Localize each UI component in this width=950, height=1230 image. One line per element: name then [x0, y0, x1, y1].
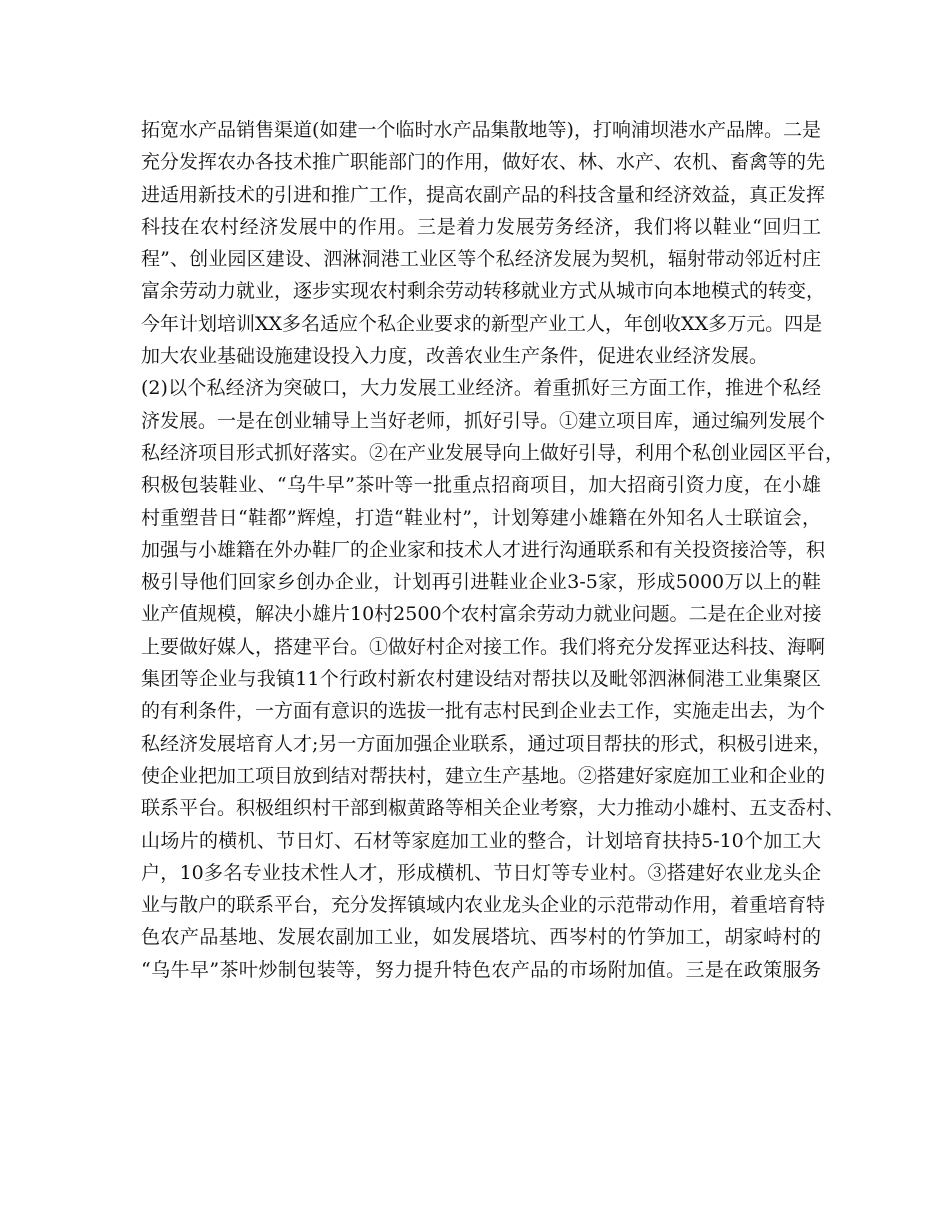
text-line: 积极包装鞋业、“乌牛早”茶叶等一批重点招商项目，加大招商引资力度，在小雄	[141, 474, 821, 497]
text-line: 充分发挥农办各技术推广职能部门的作用，做好农、林、水产、农机、畜禽等的先	[141, 151, 826, 174]
text-line: 业与散户的联系平台，充分发挥镇域内农业龙头企业的示范带动作用，着重培育特	[141, 894, 826, 917]
text-line: 进适用新技术的引进和推广工作，提高农副产品的科技含量和经济效益，真正发挥	[141, 183, 826, 206]
text-line: 山场片的横机、节日灯、石材等家庭加工业的整合，计划培育扶持5-10个加工大	[141, 829, 821, 852]
text-line: 色农产品基地、发展农副加工业，如发展塔坑、西岑村的竹笋加工，胡家峙村的	[141, 926, 821, 949]
text-line: 济发展。一是在创业辅导上当好老师，抓好引导。①建立项目库，通过编列发展个	[141, 409, 826, 432]
text-line: 科技在农村经济发展中的作用。三是着力发展劳务经济，我们将以鞋业“回归工	[141, 215, 821, 238]
text-line: 的有利条件，一方面有意识的选拔一批有志村民到企业去工作，实施走出去，为个	[141, 700, 826, 723]
text-line: 极引导他们回家乡创办企业，计划再引进鞋业企业3-5家，形成5000万以上的鞋	[141, 571, 821, 594]
text-line: 集团等企业与我镇11个行政村新农村建设结对帮扶以及毗邻泗淋侗港工业集聚区	[141, 668, 821, 691]
text-line: 业产值规模，解决小雄片10村2500个农村富余劳动力就业问题。二是在企业对接	[141, 603, 822, 626]
text-line: 村重塑昔日“鞋都”辉煌，打造“鞋业村”，计划筹建小雄籍在外知名人士联谊会，	[141, 506, 821, 529]
text-line: 程”、创业园区建设、泗淋洞港工业区等个私经济发展为契机，辐射带动邻近村庄	[141, 248, 821, 271]
text-line: 加大农业基础设施建设投入力度，改善农业生产条件，促进农业经济发展。	[141, 345, 769, 368]
text-line: 今年计划培训XX多名适应个私企业要求的新型产业工人，年创收XX多万元。四是	[141, 312, 823, 335]
text-line: (2)以个私经济为突破口，大力发展工业经济。着重抓好三方面工作，推进个私经	[141, 377, 821, 400]
text-line: 加强与小雄籍在外办鞋厂的企业家和技术人才进行沟通联系和有关投资接洽等，积	[141, 538, 826, 561]
text-line: 联系平台。积极组织村干部到椒黄路等相关企业考察，大力推动小雄村、五支岙村、	[141, 797, 845, 820]
text-line: 上要做好媒人，搭建平台。①做好村企对接工作。我们将充分发挥亚达科技、海啊	[141, 635, 826, 658]
body-text	[141, 114, 845, 986]
text-line: 私经济发展培育人才;另一方面加强企业联系，通过项目帮扶的形式，积极引进来，	[141, 732, 832, 755]
text-line: 拓宽水产品销售渠道(如建一个临时水产品集散地等)，打响浦坝港水产品牌。二是	[141, 119, 821, 141]
text-line: 私经济项目形式抓好落实。②在产业发展导向上做好引导，利用个私创业园区平台，	[141, 441, 845, 464]
text-line: 富余劳动力就业，逐步实现农村剩余劳动转移就业方式从城市向本地模式的转变，	[141, 280, 826, 303]
text-line: “乌牛早”茶叶炒制包装等，努力提升特色农产品的市场附加值。三是在政策服务	[141, 958, 821, 981]
text-line: 户，10多名专业技术性人才，形成横机、节日灯等专业村。③搭建好农业龙头企	[141, 861, 821, 884]
text-line: 使企业把加工项目放到结对帮扶村，建立生产基地。②搭建好家庭加工业和企业的	[141, 764, 826, 787]
